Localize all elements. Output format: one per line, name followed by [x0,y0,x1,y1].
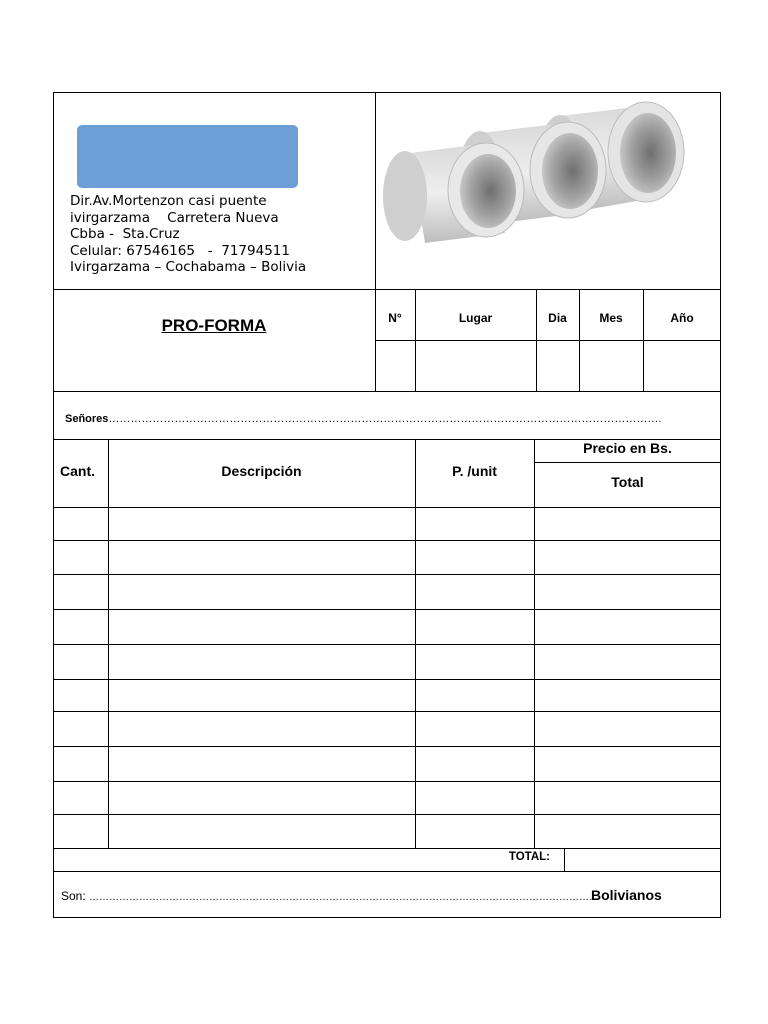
address-line: ivirgarzama Carretera Nueva [70,209,279,226]
year-field[interactable] [644,341,720,390]
form-title: PRO-FORMA [161,316,267,335]
senores-dots: ……………………………………………………………………………………………………………………………………. [108,413,662,425]
total-field[interactable] [565,849,720,870]
place-header: Lugar [458,311,493,325]
price-group-divider [534,462,721,463]
number-field[interactable] [376,341,414,390]
son-dots: ……………………………………………………………………………………………………………………………………… [89,892,600,903]
address-line: Dir.Av.Mortenzon casi puente [70,193,267,209]
title-row-bottom [53,391,721,392]
company-address [70,193,306,276]
row-line [53,609,721,610]
description-header: Descripción [221,463,302,479]
header-bottom-line [53,289,721,290]
row-line [53,711,721,712]
year-header: Año [670,311,694,325]
senores-line[interactable] [65,413,661,425]
address-line: Ivirgarzama – Cochabama – Bolivia [70,259,307,276]
son-label: Son: [61,889,86,903]
currency-word: Bolivianos [591,887,662,903]
senores-label: Señores [65,413,109,425]
pipe-front [383,143,524,243]
address-line: Cbba - Sta.Cruz [70,226,180,243]
month-header: Mes [599,311,623,325]
total-label: TOTAL: [508,851,550,863]
row-line [53,679,721,680]
qty-header: Cant. [60,463,95,479]
price-group-header: Precio en Bs. [583,440,672,456]
company-logo [77,125,298,188]
row-line [53,746,721,747]
row-line [53,814,721,815]
month-field[interactable] [580,341,642,390]
number-header: N° [388,311,402,325]
son-line[interactable] [61,889,599,903]
address-line: Celular: 67546165 - 71794511 [70,242,290,259]
day-field[interactable] [537,341,578,390]
unit-price-header: P. /unit [452,463,497,479]
row-line [53,574,721,575]
place-field[interactable] [416,341,535,390]
row-line [53,781,721,782]
concrete-pipes-image [380,98,690,248]
row-line [53,644,721,645]
table-header-bottom [53,507,721,508]
row-line [53,540,721,541]
total-row-bottom [53,871,721,872]
day-header: Dia [548,311,567,325]
total-header: Total [611,474,644,490]
